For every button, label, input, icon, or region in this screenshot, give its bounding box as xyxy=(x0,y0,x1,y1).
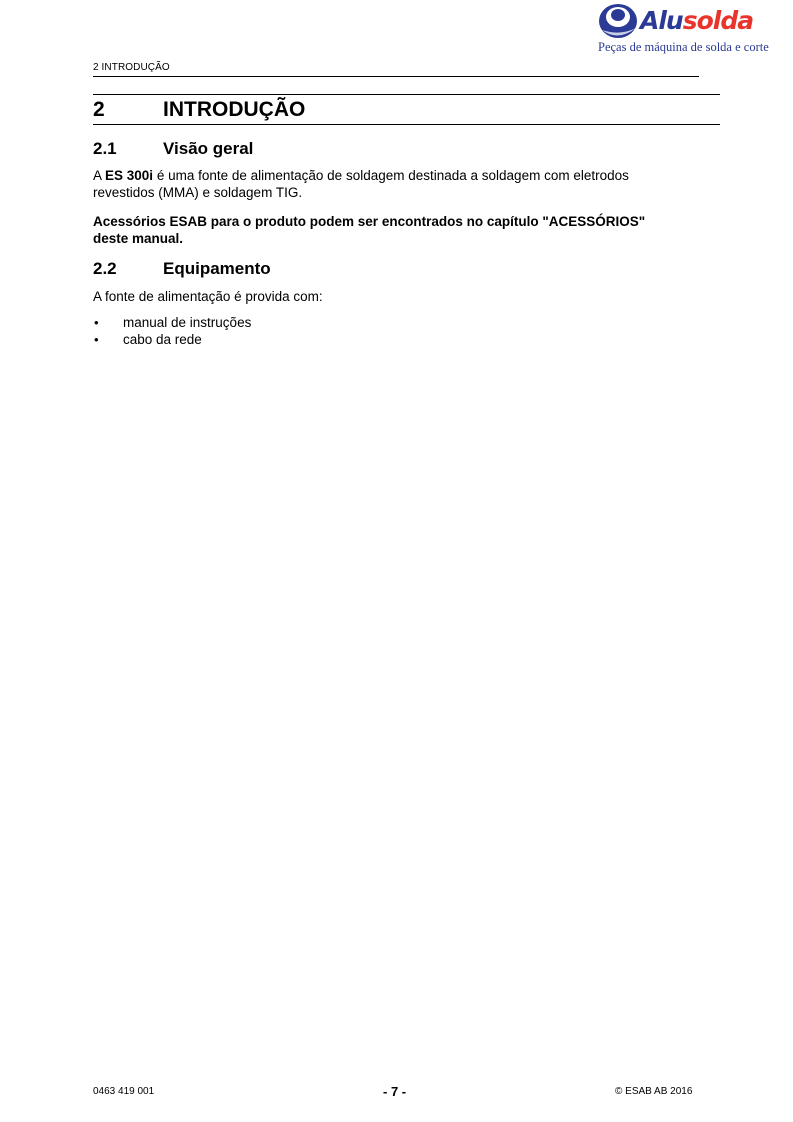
logo-word-part1: Alu xyxy=(640,6,683,35)
list-item: manual de instruções xyxy=(123,315,252,330)
equipment-intro: A fonte de alimentação é provida com: xyxy=(93,289,323,304)
chapter-title: INTRODUÇÃO xyxy=(163,98,306,121)
section-2-2-number: 2.2 xyxy=(93,259,117,278)
footer-copyright: © ESAB AB 2016 xyxy=(615,1086,693,1097)
overview-suffix: é uma fonte de alimentação de soldagem destinada a soldagem com eletrodos xyxy=(153,168,629,183)
overview-paragraph-line1 xyxy=(93,167,629,184)
product-name: ES 300i xyxy=(105,168,154,183)
logo-wordmark xyxy=(640,4,753,38)
footer-doc-number: 0463 419 001 xyxy=(93,1086,155,1097)
running-header: 2 INTRODUÇÃO xyxy=(93,62,170,73)
chapter-rule-bottom xyxy=(93,124,720,125)
section-2-1-title: Visão geral xyxy=(163,139,254,158)
section-2-1-number: 2.1 xyxy=(93,139,117,158)
logo-tagline: Peças de máquina de solda e corte xyxy=(598,40,769,54)
overview-paragraph-line2: revestidos (MMA) e soldagem TIG. xyxy=(93,185,303,200)
logo-swoosh-icon xyxy=(596,2,642,42)
overview-prefix: A xyxy=(93,168,106,183)
alusolda-logo xyxy=(594,2,769,58)
footer-page-number: - 7 - xyxy=(383,1084,407,1099)
chapter-rule-top xyxy=(93,94,720,95)
header-rule xyxy=(93,76,699,77)
list-item: cabo da rede xyxy=(123,332,202,347)
section-2-2-title: Equipamento xyxy=(163,259,271,278)
accessories-note-line1: Acessórios ESAB para o produto podem ser encontrados no capítulo "ACESSÓRIOS" xyxy=(93,214,646,229)
bullet-marker: • xyxy=(94,332,99,347)
bullet-marker: • xyxy=(94,315,99,330)
logo-word-part2: solda xyxy=(682,6,754,35)
accessories-note-line2: deste manual. xyxy=(93,231,184,246)
chapter-number: 2 xyxy=(93,98,105,121)
